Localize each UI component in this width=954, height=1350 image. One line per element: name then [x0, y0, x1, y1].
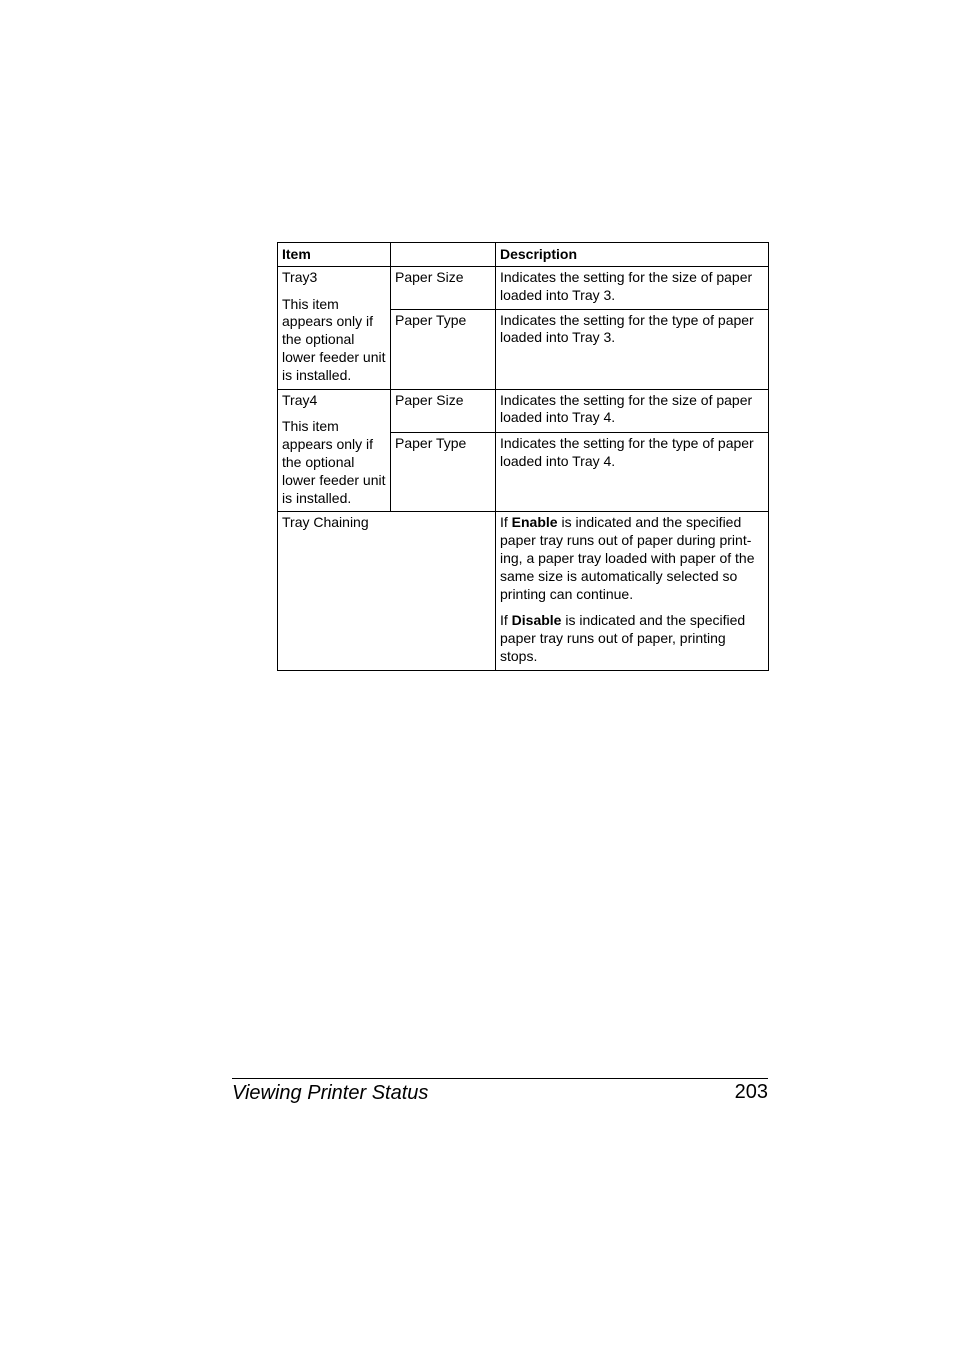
tray3-item-cell	[278, 266, 391, 389]
tray-chaining-enable-paragraph	[500, 514, 755, 601]
header-item: Item	[278, 243, 391, 267]
footer-page-number: 203	[734, 1081, 768, 1103]
tray-chaining-label: Tray Chaining	[278, 512, 496, 670]
enable-keyword: Enable	[511, 514, 558, 531]
table-row	[278, 512, 769, 670]
tray-chaining-description	[496, 512, 769, 670]
tray4-name: Tray4	[282, 391, 318, 408]
tray3-paper-type-label: Paper Type	[391, 309, 496, 389]
enable-prefix: If	[500, 514, 512, 531]
disable-keyword: Disable	[511, 612, 562, 629]
tray3-paper-size-description: Indicates the setting for the size of paper loaded into Tray 3.	[496, 266, 769, 309]
table-row	[278, 266, 769, 309]
tray4-note: This item appears only if the optional lower feeder unit is installed.	[282, 418, 386, 506]
tray4-item-cell	[278, 389, 391, 512]
tray4-paper-type-label: Paper Type	[391, 433, 496, 512]
disable-text: is indicated and the specified paper tray runs out of paper, printing stops.	[500, 612, 746, 664]
tray-chaining-disable-paragraph	[500, 612, 764, 665]
tray3-paper-size-label: Paper Size	[391, 266, 496, 309]
enable-text: is indicated and the specified paper tray runs out of paper during print-ing, a paper tray loaded with paper of the same size is automatically selected so printing can continue.	[500, 514, 755, 602]
tray3-paper-type-description: Indicates the setting for the type of paper loaded into Tray 3.	[496, 309, 769, 389]
table-row	[278, 389, 769, 433]
disable-prefix: If	[500, 612, 512, 629]
footer-divider	[232, 1078, 768, 1079]
table-header-row	[278, 243, 769, 267]
settings-table	[277, 242, 769, 671]
tray3-name: Tray3	[282, 268, 318, 285]
tray4-paper-size-description: Indicates the setting for the size of paper loaded into Tray 4.	[496, 389, 769, 433]
tray3-note: This item appears only if the optional lower feeder unit is installed.	[282, 295, 386, 383]
footer-section-title: Viewing Printer Status	[232, 1082, 429, 1104]
header-description: Description	[496, 243, 769, 267]
header-sub	[391, 243, 496, 267]
tray4-paper-type-description: Indicates the setting for the type of paper loaded into Tray 4.	[496, 433, 769, 512]
tray4-paper-size-label: Paper Size	[391, 389, 496, 433]
